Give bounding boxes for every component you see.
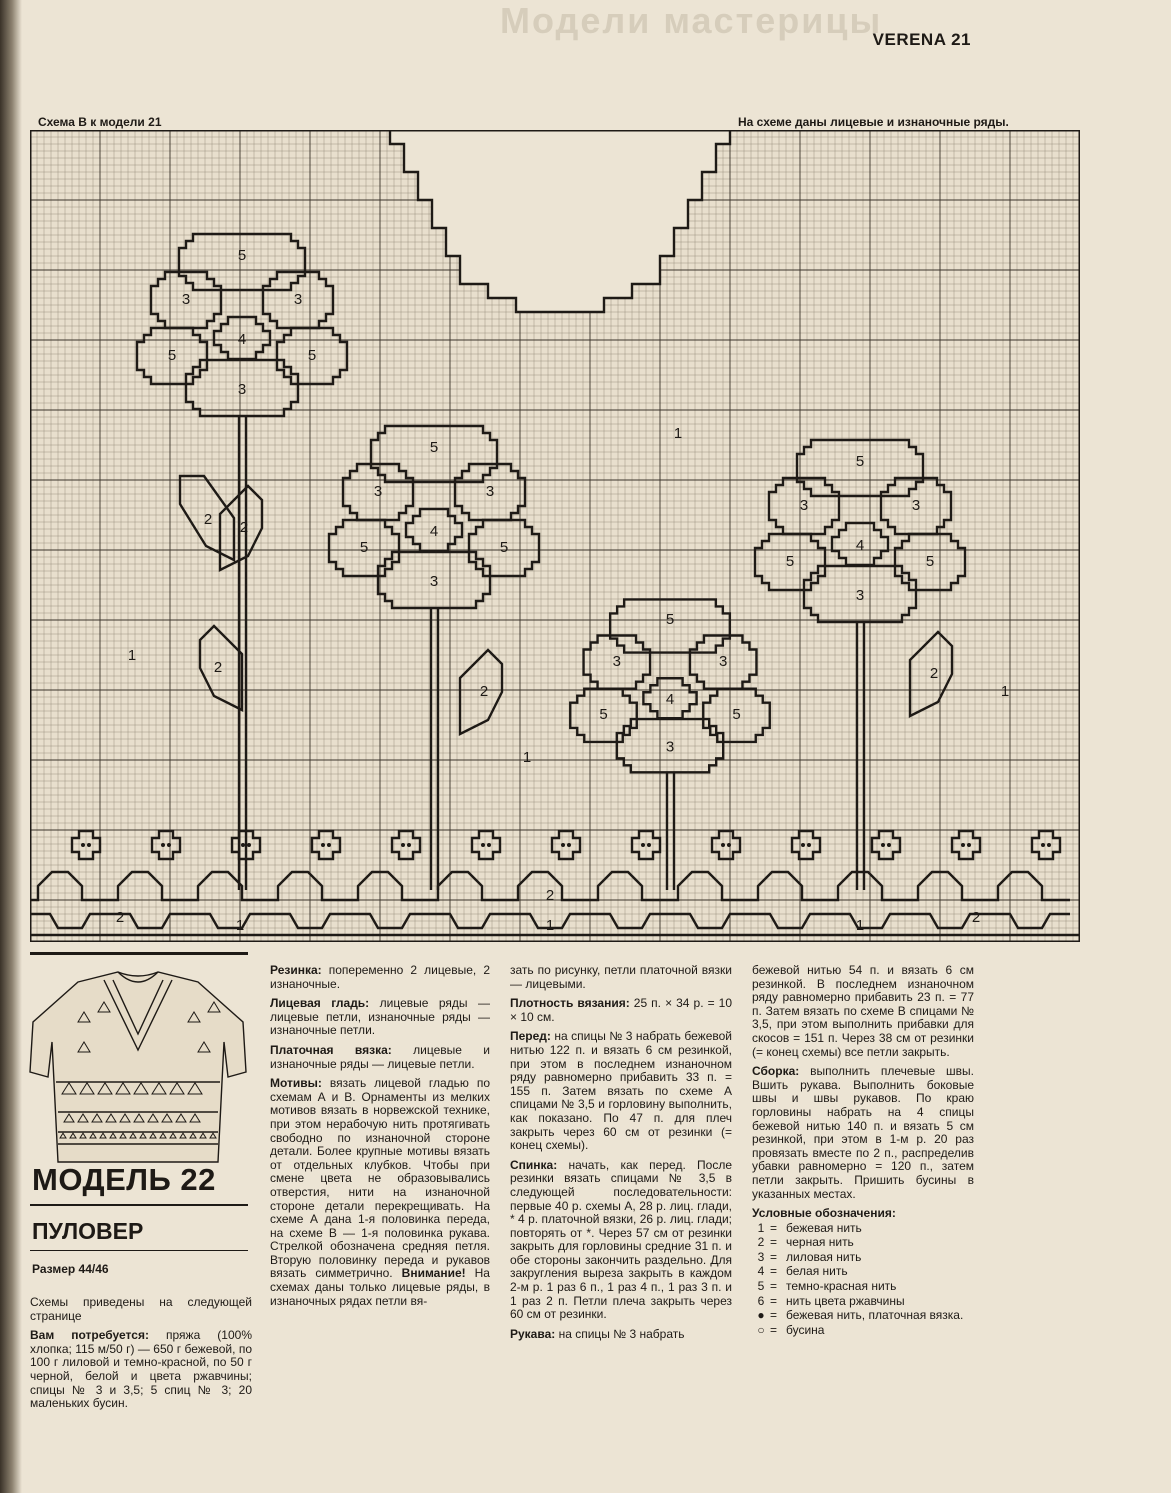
flower-symbol-3: 3 [855, 587, 865, 604]
flower-symbol-3: 3 [429, 573, 439, 590]
border-motif-dot [407, 843, 411, 847]
flower-symbol-4: 4 [665, 690, 675, 708]
legend-item [752, 1323, 974, 1338]
flower-symbol-3: 3 [373, 483, 383, 500]
legend-equals: = [770, 1249, 778, 1264]
chart-caption-left: Схема В к модели 21 [38, 115, 162, 129]
model-title: МОДЕЛЬ 22 [32, 1162, 216, 1197]
border-motif-dot [807, 843, 811, 847]
border-motif-dot [481, 843, 485, 847]
legend-key: 6 [757, 1293, 765, 1308]
legend-key: 3 [757, 1249, 765, 1264]
border-motif-dot [247, 843, 251, 847]
border-symbol-1: 1 [855, 917, 865, 934]
text-column-1 [30, 1296, 252, 1417]
legend-key: ○ [757, 1322, 765, 1337]
text-column-3 [510, 964, 732, 1347]
legend-value: бежевая нить, платочная вязка. [786, 1308, 964, 1323]
knitting-chart [30, 130, 1080, 942]
border-motif-dot [961, 843, 965, 847]
legend-item [752, 1294, 974, 1309]
flower-symbol-5: 5 [599, 706, 608, 724]
assembly-paragraph [752, 1065, 974, 1201]
knitting-chart-svg [30, 130, 1080, 942]
attention-text: На схемах даны только лицевые ряды, в изнаночных рядах петли вя- [270, 1266, 490, 1308]
sleeves-paragraph [510, 1328, 732, 1342]
ghost-header-text: Модели мастерицы [500, 0, 883, 41]
legend-value: бежевая нить [786, 1220, 862, 1235]
legend-equals: = [770, 1322, 778, 1337]
garter-label: Платочная вязка: [270, 1042, 392, 1057]
text-column-2 [270, 964, 490, 1314]
stockinette-paragraph [270, 997, 490, 1038]
border-motif-dot [647, 843, 651, 847]
legend-equals: = [770, 1264, 778, 1279]
border-symbol-2: 2 [971, 909, 981, 926]
assembly-label: Сборка: [752, 1064, 800, 1079]
legend-key: 4 [757, 1264, 765, 1279]
rib-label: Резинка: [270, 963, 322, 977]
flower-symbol-3: 3 [237, 381, 247, 398]
legend-equals: = [770, 1220, 778, 1235]
flower-symbol-5: 5 [665, 611, 675, 629]
section-divider [30, 952, 248, 955]
border-symbol-2: 2 [115, 909, 125, 926]
flower-symbol-5: 5 [359, 539, 369, 556]
flower-symbol-3: 3 [799, 497, 809, 514]
flower-symbol-5: 5 [499, 539, 509, 556]
legend-key: 1 [757, 1220, 765, 1235]
attention-label: Внимание! [401, 1266, 466, 1281]
border-symbol-1: 1 [545, 917, 555, 934]
sweater-illustration [18, 962, 258, 1172]
legend-item [752, 1250, 974, 1265]
sweater-sketch [18, 962, 258, 1172]
legend-value: темно-красная нить [786, 1279, 897, 1294]
leaf-symbol-2: 2 [213, 659, 223, 676]
legend-item [752, 1279, 974, 1294]
legend-value: бусина [786, 1322, 825, 1337]
motifs-paragraph [270, 1077, 490, 1308]
legend-value: белая нить [786, 1264, 848, 1279]
flower-symbol-4: 4 [429, 523, 439, 540]
flower-symbol-3: 3 [911, 497, 921, 514]
border-motif-dot [641, 843, 645, 847]
border-motif-dot [801, 843, 805, 847]
flower-symbol-3: 3 [485, 483, 495, 500]
materials-label: Вам потребуется: [30, 1328, 149, 1343]
page-binding-shadow [0, 0, 22, 1493]
flower-symbol-3: 3 [181, 291, 191, 308]
back-label: Спинка: [510, 1157, 558, 1172]
border-motif-dot [327, 843, 331, 847]
legend-item [752, 1264, 974, 1279]
gauge-text: 25 п. × 34 р. = 10 × 10 см. [510, 996, 732, 1024]
legend-equals: = [770, 1279, 778, 1294]
legend-item [752, 1235, 974, 1250]
border-motif-dot [967, 843, 971, 847]
background-symbol-1: 1 [522, 749, 532, 766]
background-symbol-1: 1 [127, 647, 137, 664]
stockinette-label: Лицевая гладь: [270, 996, 370, 1011]
flower-symbol-4: 4 [237, 331, 247, 348]
flower-symbol-5: 5 [237, 247, 247, 264]
rib-paragraph [270, 964, 490, 991]
materials-paragraph [30, 1329, 252, 1411]
flower-symbol-3: 3 [293, 291, 303, 308]
flower-symbol-3: 3 [665, 738, 675, 756]
sleeves-continuation: бежевой нитью 54 п. и вязать 6 см резинкой. В последнем изнаночном ряду равномерно прибавить 23 п. = 77 п. Затем вязать по схеме В спицами № 3,5, при этом выполнить прибавки для скосов = 151 п. Через 38 см от резинки (= конец схемы) все петли закрыть. [752, 963, 974, 1059]
border-motif-dot [401, 843, 405, 847]
legend-key: 2 [757, 1235, 765, 1250]
back-text: начать, как перед. После резинки вязать спицами № 3,5 в следующей последовательности: первые 40 р. схемы А, 28 р. лиц. глади, * 4 р. платочной вязки, 26 р. лиц. глади; повторять от *. Через 57 см от резинки закрыть для горловины средние 31 п. и обе стороны закончить раздельно. Для закругления выреза закрыть в каждом 2-м р. 1 раз 6 п., 1 раз 4 п., 1 раз 3 п. и 1 раз 2 п. Петли плеча закрыть через 60 см от резинки. [510, 1157, 732, 1322]
leaf-symbol-2: 2 [239, 519, 249, 536]
assembly-text: выполнить плечевые швы. Вшить рукава. Выполнить боковые швы и швы рукавов. По краю горловины набрать на 4 спицы бежевой нитью 140 п. и вязать 5 см резинкой, при этом в 1-м р. 20 раз провязать вместе по 2 п., распределив убавки равномерно = 120 п., затем петли закрыть. Пришить бусины в указанных местах. [752, 1064, 974, 1201]
border-motif-dot [721, 843, 725, 847]
border-symbol-2: 2 [545, 887, 555, 904]
front-label: Перед: [510, 1029, 551, 1044]
stockinette-text: лицевые ряды — лицевые петли, изнаночные ряды — изнаночные петли. [270, 996, 490, 1038]
border-motif-dot [161, 843, 165, 847]
motifs-text: вязать лицевой гладью по схемам А и В. Орнаменты из мелких мотивов вязать в норвежской технике, при этом нерабочую нить протягивать свободно по изнаночной стороне детали. Более крупные мотивы вязать от отдельных клубков. Чтобы при смене цвета не образовывались отверстия, нити на изнаночной стороне детали перекрещивать. На схеме А дана 1-я половинка переда, на схеме В — 1-я половинка рукава. Стрелкой обозначена средняя петля. Вторую половинку переда и рукавов вязать симметрично. [270, 1076, 490, 1281]
gauge-paragraph [510, 997, 732, 1024]
schemes-note: Схемы приведены на следующей странице [30, 1295, 252, 1323]
continuation-paragraph: зать по рисунку, петли платочной вязки — лицевыми. [510, 963, 732, 991]
sleeves-text: на спицы № 3 набрать [555, 1326, 685, 1341]
chart-caption-right: На схеме даны лицевые и изнаночные ряды. [738, 115, 1009, 129]
front-text: на спицы № 3 набрать бежевой нитью 122 п. и вязать 6 см резинкой, при этом в последнем изнаночном ряду равномерно прибавить 33 п. = 155 п. Затем вязать по схеме А спицами № 3,5 и горловину выполнить, как показано. По 47 п. для плеч закрыть через 60 см от резинки (= конец схемы). [510, 1029, 732, 1153]
border-motif-dot [727, 843, 731, 847]
flower-symbol-5: 5 [307, 347, 317, 364]
legend-item [752, 1308, 974, 1323]
legend-key: ● [757, 1308, 765, 1323]
legend-equals: = [770, 1308, 778, 1323]
title-rule [30, 1204, 248, 1206]
legend-value: черная нить [786, 1235, 854, 1250]
border-motif-dot [887, 843, 891, 847]
flower-symbol-5: 5 [925, 553, 935, 570]
flower-symbol-5: 5 [167, 347, 177, 364]
border-motif-dot [881, 843, 885, 847]
border-motif-dot [81, 843, 85, 847]
legend-value: нить цвета ржавчины [786, 1293, 905, 1308]
border-motif-dot [241, 843, 245, 847]
flower-symbol-5: 5 [732, 706, 741, 724]
back-paragraph [510, 1159, 732, 1322]
front-paragraph [510, 1030, 732, 1152]
legend-list [752, 1221, 974, 1338]
flower-symbol-5: 5 [785, 553, 795, 570]
motifs-label: Мотивы: [270, 1076, 322, 1091]
legend-key: 5 [757, 1279, 765, 1294]
rib-text: попеременно 2 лицевые, 2 изнаночные. [270, 963, 490, 991]
text-column-4 [752, 964, 974, 1337]
border-motif-dot [1047, 843, 1051, 847]
legend-item [752, 1221, 974, 1236]
page-marker: VERENA 21 [872, 30, 971, 49]
border-motif-dot [321, 843, 325, 847]
legend-equals: = [770, 1235, 778, 1250]
garter-paragraph [270, 1044, 490, 1071]
border-motif-dot [1041, 843, 1045, 847]
background-symbol-1: 1 [1000, 683, 1010, 700]
border-motif-dot [87, 843, 91, 847]
leaf-symbol-2: 2 [203, 511, 213, 528]
leaf-symbol-2: 2 [479, 683, 489, 700]
background-symbol-1: 1 [673, 425, 683, 442]
border-motif-dot [561, 843, 565, 847]
flower-symbol-4: 4 [855, 537, 865, 554]
flower-symbol-5: 5 [855, 453, 865, 470]
model-subtitle: ПУЛОВЕР [32, 1218, 144, 1244]
leaf-symbol-2: 2 [929, 665, 939, 682]
legend-title: Условные обозначения: [752, 1206, 896, 1221]
flower-symbol-5: 5 [429, 439, 439, 456]
flower-symbol-3: 3 [612, 652, 621, 670]
border-motif-dot [167, 843, 171, 847]
model-size: Размер 44/46 [32, 1262, 109, 1276]
legend-value: лиловая нить [786, 1249, 862, 1264]
legend-equals: = [770, 1293, 778, 1308]
border-symbol-1: 1 [235, 917, 245, 934]
materials-text: пряжа (100% хлопка; 115 м/50 г) — 650 г бежевой, по 100 г лиловой и темно-красной, по 50 г черной, белой и цвета ржавчины; спицы № 3 и 3,5; 5 спиц № 3; 20 маленьких бусин. [30, 1328, 252, 1411]
border-motif-dot [567, 843, 571, 847]
sleeves-label: Рукава: [510, 1326, 556, 1341]
border-motif-dot [487, 843, 491, 847]
garter-text: лицевые и изнаночные ряды — лицевые петли. [270, 1042, 490, 1071]
flower-symbol-3: 3 [719, 652, 728, 670]
gauge-label: Плотность вязания: [510, 996, 630, 1011]
subtitle-rule [30, 1250, 248, 1251]
